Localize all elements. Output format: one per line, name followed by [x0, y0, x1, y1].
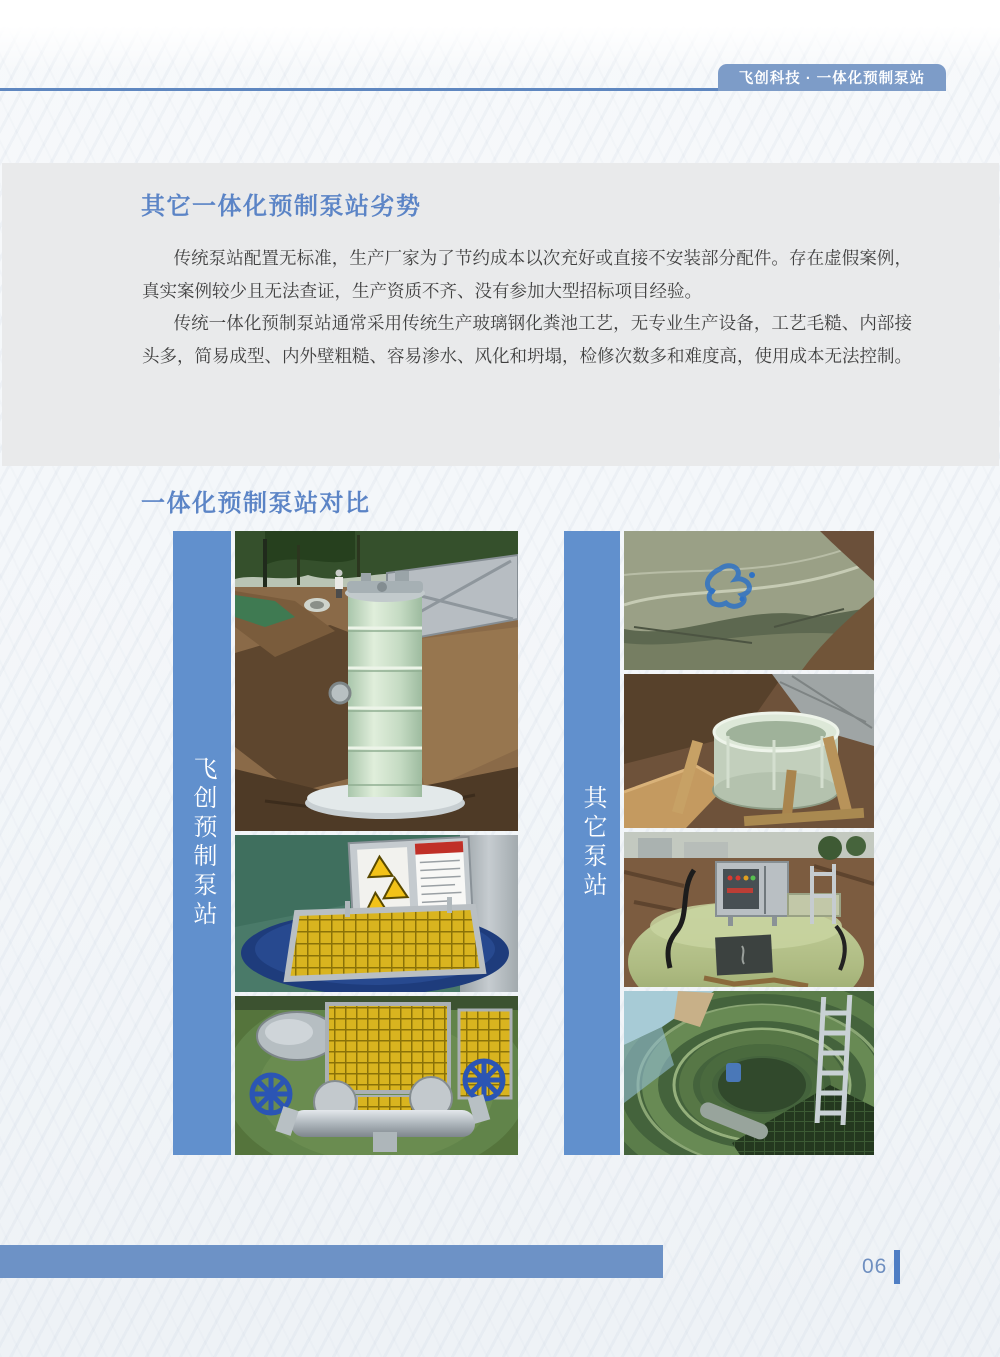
photo-other-thin-frp-cylinder	[624, 674, 874, 828]
disadvantages-body	[142, 242, 912, 372]
right-column-label: 其它泵站	[579, 785, 606, 901]
photo-other-weathered-tank	[624, 531, 874, 670]
disadvantages-paragraph-2: 传统一体化预制泵站通常采用传统生产玻璃钢化粪池工艺，无专业生产设备，工艺毛糙、内部接头多，简易成型、内外壁粗糙、容易渗水、风化和坍塌，检修次数多和难度高，使用成本无法控制。	[142, 313, 912, 366]
left-column-label: 飞创预制泵站	[189, 756, 216, 930]
photo-fc-station-interior-valves	[235, 996, 518, 1155]
left-column-label-bar	[173, 531, 231, 1155]
right-column-label-bar	[564, 531, 620, 1155]
page-number: 06	[862, 1255, 888, 1278]
header-tab	[718, 64, 946, 91]
footer-accent-bar	[0, 1245, 663, 1278]
page-number-tick	[894, 1250, 900, 1284]
page-number-group	[862, 1249, 900, 1285]
photo-fc-station-in-pit	[235, 531, 518, 831]
photo-fc-station-hatch-grating	[235, 835, 518, 992]
photo-other-dome-control-cabinet	[624, 832, 874, 987]
header-tab-label: 飞创科技 · 一体化预制泵站	[738, 71, 926, 87]
comparison-heading: 一体化预制泵站对比	[141, 490, 371, 517]
disadvantages-heading: 其它一体化预制泵站劣势	[141, 193, 422, 220]
disadvantages-paragraph-1: 传统泵站配置无标准，生产厂家为了节约成本以次充好或直接不安装部分配件。存在虚假案例，真实案例较少且无法查证，生产资质不齐、没有参加大型招标项目经验。	[142, 248, 912, 301]
header-rule-line	[0, 88, 722, 91]
photo-other-wet-well-interior	[624, 991, 874, 1155]
